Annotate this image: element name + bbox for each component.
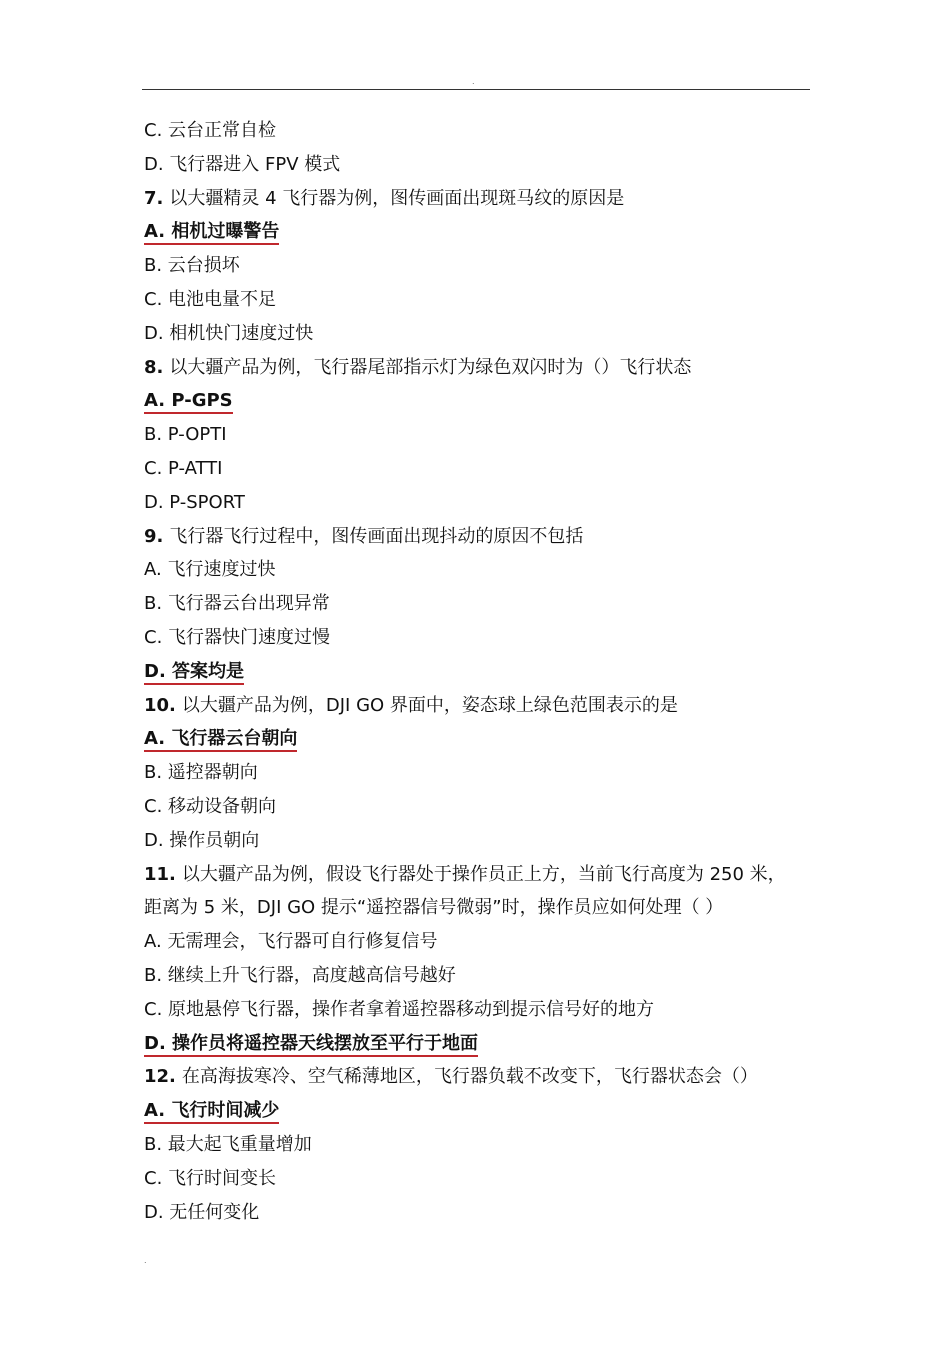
option-line: B. P-OPTI <box>144 424 227 446</box>
question-line <box>144 689 810 723</box>
option-line: D. 操作员朝向 <box>144 829 260 851</box>
header-mark: . <box>472 77 475 86</box>
correct-answer-text: D. 答案均是 <box>144 661 244 685</box>
option-line: C. 移动设备朝向 <box>144 795 277 817</box>
question-number: 7. <box>144 187 164 209</box>
option-line: C. 飞行器快门速度过慢 <box>144 626 331 648</box>
question-number: 12. <box>144 1066 176 1088</box>
correct-answer-line <box>144 215 810 249</box>
correct-answer-line <box>144 655 810 689</box>
option-line: A. 无需理会，飞行器可自行修复信号 <box>144 931 438 953</box>
option-line: C. 原地悬停飞行器，操作者拿着遥控器移动到提示信号好的地方 <box>144 998 655 1020</box>
question-number: 8. <box>144 356 164 378</box>
correct-answer-text: A. 飞行器云台朝向 <box>144 728 297 752</box>
option-line: C. 电池电量不足 <box>144 288 277 310</box>
option-line: A. 飞行速度过快 <box>144 559 276 581</box>
correct-answer-line <box>144 1027 810 1061</box>
option-line: 距离为 5 米，DJI GO 提示“遥控器信号微弱”时，操作员应如何处理（ ） <box>144 897 724 919</box>
option-line: C. P-ATTI <box>144 457 223 479</box>
question-text: 在高海拔寒冷、空气稀薄地区，飞行器负载不改变下，飞行器状态会（） <box>181 1066 758 1088</box>
correct-answer-text: A. 飞行时间减少 <box>144 1100 279 1124</box>
option-line: B. 云台损坏 <box>144 255 240 277</box>
question-text: 以大疆产品为例，飞行器尾部指示灯为绿色双闪时为（）飞行状态 <box>169 356 692 378</box>
footer-mark: . <box>144 1256 147 1265</box>
option-line: C. 飞行时间变长 <box>144 1167 277 1189</box>
option-line: D. 相机快门速度过快 <box>144 322 314 344</box>
question-line <box>144 182 810 216</box>
question-list <box>144 114 810 1229</box>
question-line <box>144 351 810 385</box>
option-line: D. P-SPORT <box>144 491 245 513</box>
option-line: B. 飞行器云台出现异常 <box>144 593 330 615</box>
question-text: 以大疆精灵 4 飞行器为例，图传画面出现斑马纹的原因是 <box>169 187 625 209</box>
question-number: 11. <box>144 863 176 885</box>
question-text: 飞行器飞行过程中，图传画面出现抖动的原因不包括 <box>169 525 584 547</box>
question-number: 9. <box>144 525 164 547</box>
question-line <box>144 1060 810 1094</box>
question-line <box>144 520 810 554</box>
question-number: 10. <box>144 694 176 716</box>
correct-answer-text: A. P-GPS <box>144 390 233 414</box>
correct-answer-line <box>144 1094 810 1128</box>
option-line: B. 继续上升飞行器，高度越高信号越好 <box>144 964 456 986</box>
question-text: 以大疆产品为例，DJI GO 界面中，姿态球上绿色范围表示的是 <box>181 694 678 716</box>
correct-answer-text: D. 操作员将遥控器天线摆放至平行于地面 <box>144 1033 478 1057</box>
correct-answer-text: A. 相机过曝警告 <box>144 221 279 245</box>
correct-answer-line <box>144 722 810 756</box>
option-line: D. 无任何变化 <box>144 1201 260 1223</box>
option-line: B. 最大起飞重量增加 <box>144 1133 312 1155</box>
option-line: D. 飞行器进入 FPV 模式 <box>144 153 341 175</box>
correct-answer-line <box>144 384 810 418</box>
option-line: C. 云台正常自检 <box>144 120 277 141</box>
header-rule <box>142 89 810 90</box>
question-line <box>144 858 810 892</box>
option-line: B. 遥控器朝向 <box>144 762 258 784</box>
question-text: 以大疆产品为例，假设飞行器处于操作员正上方，当前飞行高度为 250 米， <box>181 863 786 885</box>
